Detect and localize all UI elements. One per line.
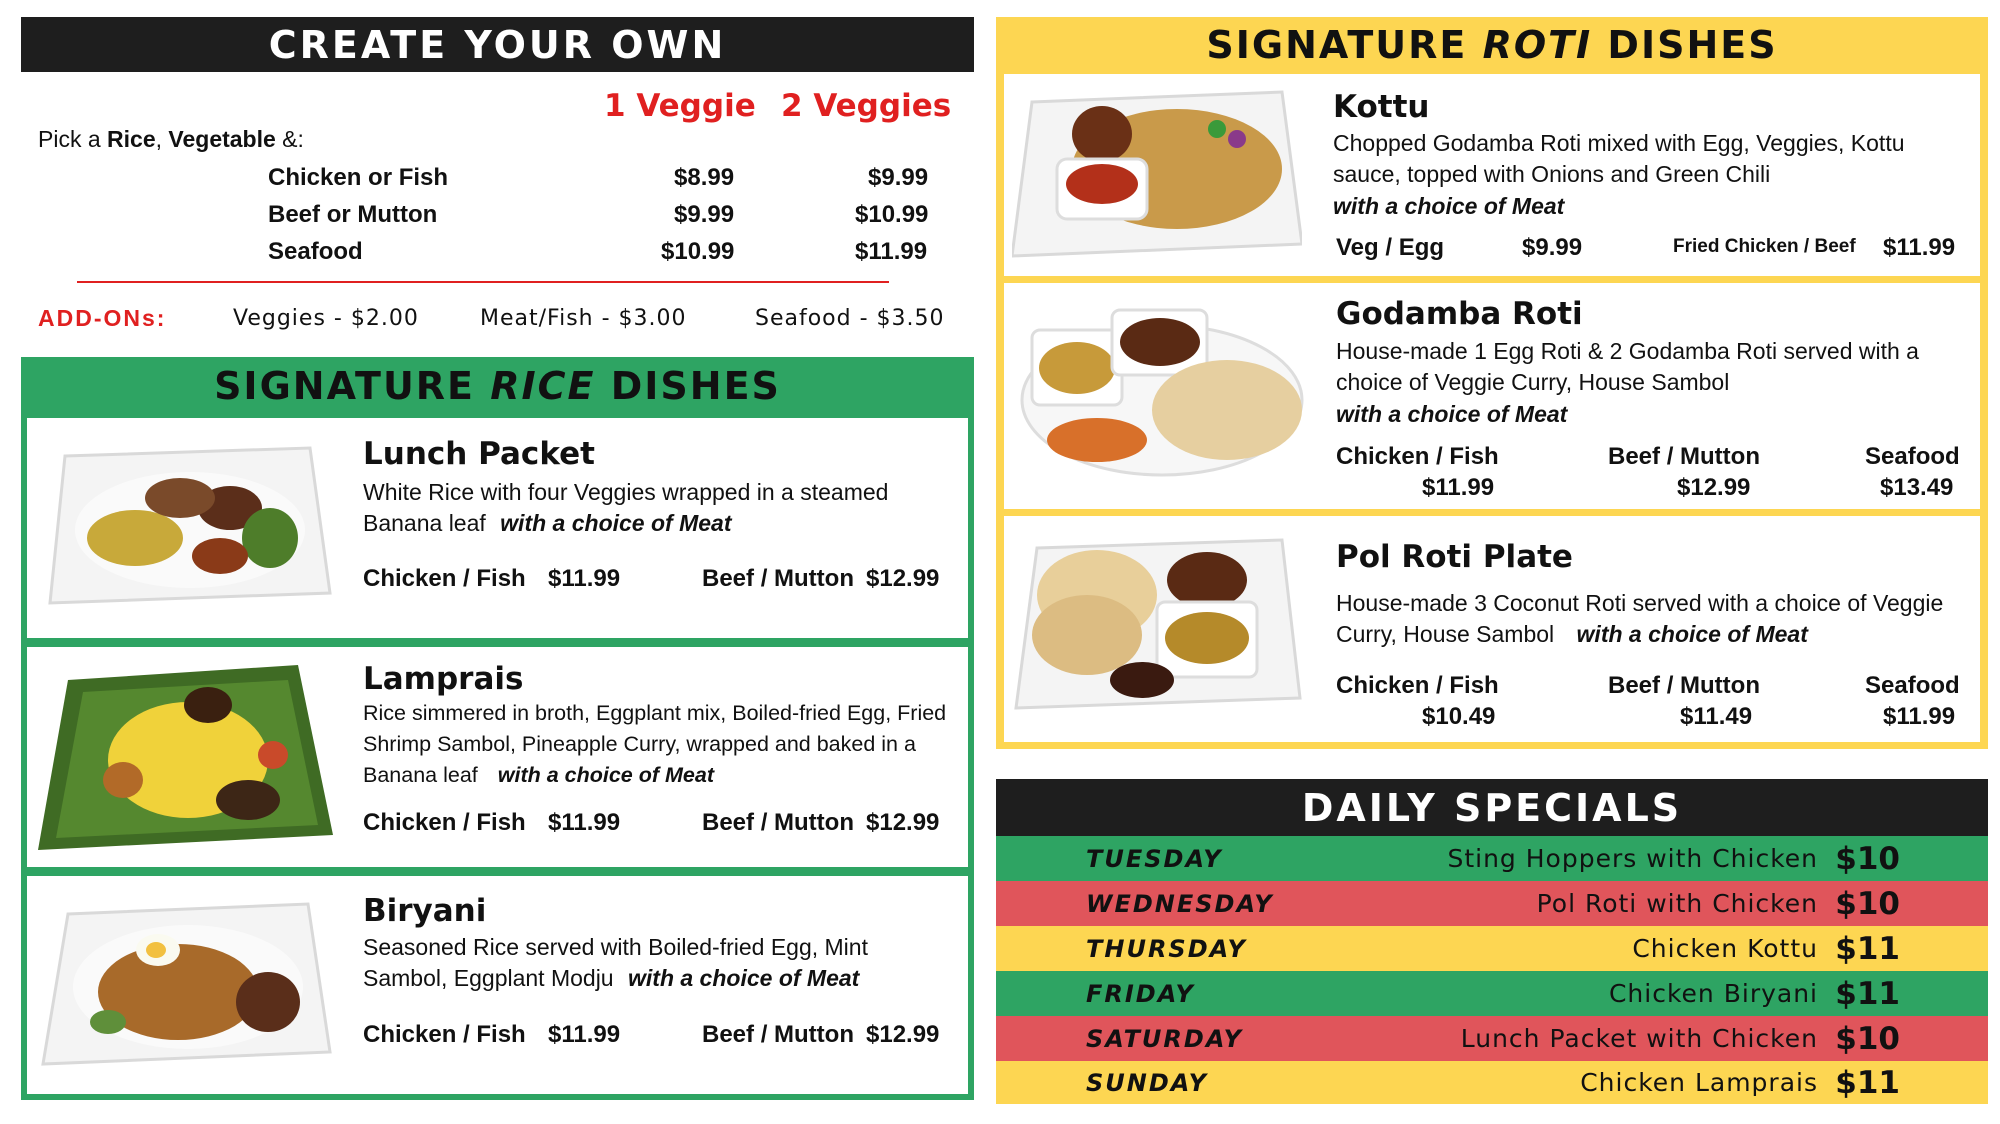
- pol-roti-plate-photo: [1012, 530, 1302, 720]
- cyo-row-price-1: $8.99: [674, 164, 735, 191]
- price-label-1: Chicken / Fish: [1336, 443, 1499, 470]
- special-day: WEDNESDAY: [1086, 889, 1274, 918]
- special-dish: Chicken Lamprais: [1580, 1068, 1818, 1097]
- dish-desc-pol-roti-plate: House-made 3 Coconut Roti served with a choice of Veggie Curry, House Sambol with a choice of Meat: [1336, 590, 1944, 647]
- create-your-own-header: [21, 17, 974, 72]
- cyo-row-price-2: $11.99: [855, 238, 928, 265]
- price-label-2: Fried Chicken / Beef: [1673, 236, 1856, 257]
- special-dish: Sting Hoppers with Chicken: [1447, 844, 1818, 873]
- price-value-1: $10.49: [1422, 703, 1496, 730]
- daily-specials-header: [996, 779, 1988, 836]
- special-row-tuesday: [996, 836, 1988, 881]
- kottu-photo: [1012, 84, 1302, 264]
- price-label-2: Beef / Mutton: [702, 565, 854, 592]
- price-value-2: $12.99: [866, 565, 940, 592]
- create-your-own-title: CREATE YOUR OWN: [268, 22, 727, 67]
- special-row-sunday: [996, 1061, 1988, 1104]
- cyo-row-price-2: $10.99: [855, 201, 929, 228]
- price-label-1: Chicken / Fish: [363, 565, 526, 592]
- rice-section-header: [21, 357, 974, 414]
- cyo-row-price-1: $10.99: [661, 238, 735, 265]
- price-label-2: Beef / Mutton: [702, 809, 854, 836]
- addon-meat-fish: Meat/Fish - $3.00: [480, 306, 687, 331]
- dish-choice-kottu: with a choice of Meat: [1333, 193, 1565, 219]
- special-day: THURSDAY: [1086, 934, 1247, 963]
- price-value-1: $11.99: [548, 1021, 621, 1048]
- dish-desc-biryani: Seasoned Rice served with Boiled-fried Egg, Mint Sambol, Eggplant Modju with a choice of Meat: [363, 934, 868, 991]
- price-value-2: $12.99: [866, 809, 940, 836]
- price-value-1: $9.99: [1522, 234, 1583, 261]
- roti-section-title: SIGNATURE ROTI DISHES: [1206, 22, 1778, 67]
- price-label-1: Veg / Egg: [1336, 234, 1445, 261]
- dish-name-lunch-packet: Lunch Packet: [363, 436, 595, 472]
- special-day: FRIDAY: [1086, 979, 1195, 1008]
- dish-name-kottu: Kottu: [1333, 89, 1430, 125]
- rice-section-title: SIGNATURE RICE DISHES: [214, 363, 781, 408]
- special-dish: Chicken Biryani: [1608, 979, 1818, 1008]
- price-label-2: Beef / Mutton: [1608, 672, 1760, 699]
- daily-specials-title: DAILY SPECIALS: [1301, 785, 1683, 830]
- price-value-1: $11.99: [1422, 474, 1495, 501]
- roti-section-header: [996, 17, 1988, 72]
- special-day: TUESDAY: [1086, 844, 1223, 873]
- price-label-1: Chicken / Fish: [363, 809, 526, 836]
- special-day: SATURDAY: [1086, 1024, 1244, 1053]
- price-value-1: $11.99: [548, 809, 621, 836]
- pick-instruction: Pick a Rice, Vegetable &:: [38, 126, 304, 152]
- special-price: $11: [1835, 1064, 1900, 1101]
- godamba-roti-photo: [1012, 300, 1312, 485]
- lamprais-photo: [38, 660, 338, 860]
- price-label-2: Beef / Mutton: [1608, 443, 1760, 470]
- dish-choice-godamba-roti: with a choice of Meat: [1336, 401, 1568, 427]
- special-row-saturday: [996, 1016, 1988, 1061]
- dish-name-pol-roti-plate: Pol Roti Plate: [1336, 539, 1573, 575]
- special-price: $11: [1835, 975, 1900, 1012]
- special-dish: Chicken Kottu: [1632, 934, 1818, 963]
- price-value-2: $11.49: [1680, 703, 1753, 730]
- special-row-wednesday: [996, 881, 1988, 926]
- special-dish: Lunch Packet with Chicken: [1460, 1024, 1818, 1053]
- special-dish: Pol Roti with Chicken: [1536, 889, 1818, 918]
- cyo-row-price-1: $9.99: [674, 201, 735, 228]
- price-label-1: Chicken / Fish: [363, 1021, 526, 1048]
- addon-veggies: Veggies - $2.00: [233, 306, 419, 331]
- cyo-row-label: Chicken or Fish: [268, 164, 449, 191]
- price-value-2: $11.99: [1883, 234, 1956, 261]
- price-label-1: Chicken / Fish: [1336, 672, 1499, 699]
- special-row-thursday: [996, 926, 1988, 971]
- special-row-friday: [996, 971, 1988, 1016]
- dish-desc-godamba-roti: House-made 1 Egg Roti & 2 Godamba Roti served with a choice of Veggie Curry, House Sambol: [1336, 338, 1919, 395]
- col-1-veggie: 1 Veggie: [604, 88, 756, 124]
- special-price: $10: [1835, 885, 1900, 922]
- price-value-1: $11.99: [548, 565, 621, 592]
- special-day: SUNDAY: [1086, 1068, 1208, 1097]
- cyo-row-label: Beef or Mutton: [268, 201, 438, 228]
- dish-desc-kottu: Chopped Godamba Roti mixed with Egg, Veggies, Kottu sauce, topped with Onions and Green Chili: [1333, 130, 1905, 187]
- dish-name-godamba-roti: Godamba Roti: [1336, 296, 1583, 332]
- dish-name-lamprais: Lamprais: [363, 661, 524, 697]
- divider-line: [77, 281, 889, 283]
- addons-label: ADD-ONs:: [38, 305, 167, 331]
- price-label-3: Seafood: [1865, 672, 1960, 699]
- dish-desc-lunch-packet: White Rice with four Veggies wrapped in a steamed Banana leaf with a choice of Meat: [363, 479, 889, 536]
- addon-seafood: Seafood - $3.50: [755, 306, 945, 331]
- special-price: $10: [1835, 1020, 1900, 1057]
- dish-name-biryani: Biryani: [363, 893, 487, 929]
- price-label-3: Seafood: [1865, 443, 1960, 470]
- dish-desc-lamprais: Rice simmered in broth, Eggplant mix, Boiled-fried Egg, Fried Shrimp Sambol, Pineapple Curry, wrapped and baked in a Banana leaf with a choice of Meat: [363, 701, 947, 787]
- price-value-3: $11.99: [1883, 703, 1956, 730]
- price-label-2: Beef / Mutton: [702, 1021, 854, 1048]
- price-value-2: $12.99: [866, 1021, 940, 1048]
- biryani-photo: [38, 892, 338, 1077]
- cyo-row-label: Seafood: [268, 238, 363, 265]
- lunch-packet-photo: [45, 438, 335, 613]
- cyo-row-price-2: $9.99: [868, 164, 929, 191]
- special-price: $11: [1835, 930, 1900, 967]
- price-value-3: $13.49: [1880, 474, 1954, 501]
- col-2-veggies: 2 Veggies: [781, 88, 952, 124]
- price-value-2: $12.99: [1677, 474, 1751, 501]
- special-price: $10: [1835, 840, 1900, 877]
